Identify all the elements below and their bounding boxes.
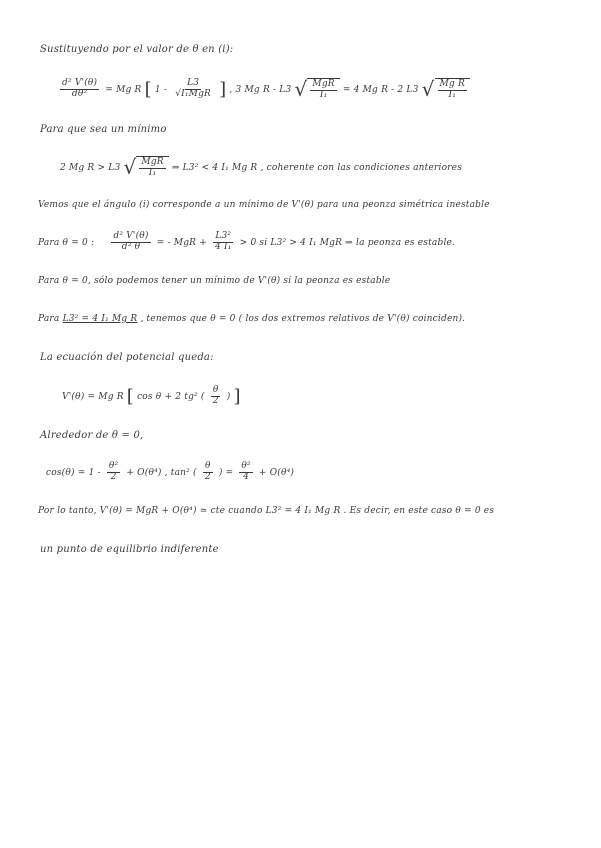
fraction-denominator: 4 I₁ bbox=[215, 241, 232, 252]
equation-term: Para θ = 0 : bbox=[38, 237, 95, 248]
text-fragment: Para bbox=[38, 314, 60, 324]
fraction-theta-half bbox=[211, 386, 221, 407]
equation-term: = - MgR + bbox=[156, 237, 207, 248]
fraction-l3 bbox=[173, 79, 213, 100]
text-line-substitution: Sustituyendo por el valor de θ en (i): bbox=[40, 44, 234, 55]
fraction-numerator: MgR bbox=[312, 79, 335, 89]
fraction-d2v bbox=[60, 79, 99, 100]
bracket-open: [ bbox=[144, 78, 152, 100]
fraction-denominator: √I₁MgR bbox=[175, 88, 212, 99]
square-root-1 bbox=[294, 78, 339, 101]
equation-term: cos(θ) = 1 - bbox=[46, 467, 101, 478]
equation-term: V'(θ) = Mg R bbox=[62, 392, 124, 402]
fraction-numerator: L3² bbox=[215, 231, 232, 241]
equation-term: = 4 Mg R - 2 L3 bbox=[342, 84, 419, 95]
bracket-close: ] bbox=[219, 78, 227, 100]
text-line-stable: Para θ = 0, sólo podemos tener un mínimo de V'(θ) si la peonza es estable bbox=[38, 276, 391, 286]
fraction-denominator: 2 bbox=[204, 471, 211, 482]
equation-expansions bbox=[46, 462, 294, 483]
text-line-equilibrium: un punto de equilibrio indiferente bbox=[40, 544, 219, 555]
fraction-theta2-2 bbox=[107, 462, 120, 483]
equation-term: 2 Mg R > L3 bbox=[60, 162, 121, 173]
fraction-numerator: d² V'(θ) bbox=[62, 78, 98, 88]
equation-term: ) bbox=[226, 392, 231, 402]
equation-term: ⇒ L3² < 4 I₁ Mg R , coherente con las condiciones anteriores bbox=[171, 162, 463, 173]
fraction-denominator: 4 bbox=[243, 471, 250, 482]
equation-term: = Mg R bbox=[105, 84, 142, 95]
underlined-condition: L3² = 4 I₁ Mg R bbox=[62, 314, 138, 324]
equation-theta-zero bbox=[38, 232, 455, 253]
radical-icon: √ bbox=[294, 77, 308, 102]
equation-term: > 0 si L3² > 4 I₁ MgR ⇒ la peonza es estable. bbox=[239, 237, 456, 248]
fraction-theta-2 bbox=[203, 462, 213, 483]
equation-minimum-condition bbox=[60, 156, 462, 179]
fraction-l3sq bbox=[213, 232, 234, 253]
equation-term: + O(θ⁴) bbox=[258, 467, 295, 478]
text-line-conclusion: Por lo tanto, V'(θ) = MgR + O(θ⁴) ≃ cte cuando L3² = 4 I₁ Mg R . Es decir, en este caso θ = 0 es bbox=[38, 506, 495, 516]
equation-term: , tan² ( bbox=[164, 467, 197, 478]
fraction-denominator: I₁ bbox=[448, 89, 457, 100]
fraction-denominator: dθ² bbox=[71, 88, 88, 99]
square-root-2 bbox=[422, 78, 470, 101]
fraction-denominator: 2 bbox=[212, 396, 219, 406]
equation-term: , 3 Mg R - L3 bbox=[229, 84, 292, 95]
text-line-minimum: Para que sea un mínimo bbox=[40, 124, 167, 135]
radical-icon: √ bbox=[123, 155, 137, 180]
fraction-numerator: θ² bbox=[108, 461, 119, 471]
equation-potential bbox=[62, 386, 241, 407]
fraction-numerator: θ bbox=[204, 461, 211, 471]
fraction-denominator: d² θ bbox=[121, 241, 141, 252]
fraction-numerator: Mg R bbox=[439, 79, 465, 89]
text-line-coincide bbox=[38, 314, 465, 324]
fraction-d2v-theta bbox=[111, 232, 150, 253]
fraction-denominator: I₁ bbox=[319, 89, 328, 100]
fraction-numerator: d² V'(θ) bbox=[113, 231, 149, 241]
fraction-numerator: θ bbox=[212, 385, 219, 396]
text-line-potential: La ecuación del potencial queda: bbox=[40, 352, 214, 363]
equation-term: cos θ + 2 tg² ( bbox=[137, 392, 205, 402]
equation-term: + O(θ⁴) bbox=[126, 467, 162, 478]
fraction-denominator: I₁ bbox=[148, 167, 157, 178]
bracket-close: ] bbox=[233, 386, 241, 407]
text-fragment: , tenemos que θ = 0 ( los dos extremos relativos de V'(θ) coinciden). bbox=[140, 314, 466, 324]
equation-term: ) = bbox=[218, 467, 234, 478]
fraction-numerator: MgR bbox=[141, 157, 164, 167]
fraction-numerator: L3 bbox=[187, 78, 200, 88]
fraction-theta2-4 bbox=[239, 462, 252, 483]
square-root-3 bbox=[123, 156, 168, 179]
radical-icon: √ bbox=[421, 77, 435, 102]
fraction-numerator: θ² bbox=[241, 461, 251, 471]
fraction-denominator: 2 bbox=[110, 471, 117, 482]
equation-second-derivative bbox=[57, 78, 470, 101]
equation-term: 1 - bbox=[154, 84, 168, 95]
text-line-around-zero: Alrededor de θ = 0, bbox=[40, 430, 144, 441]
bracket-open: [ bbox=[126, 386, 134, 407]
text-line-angle: Vemos que el ángulo (i) corresponde a un mínimo de V'(θ) para una peonza simétrica inestable bbox=[38, 200, 490, 210]
